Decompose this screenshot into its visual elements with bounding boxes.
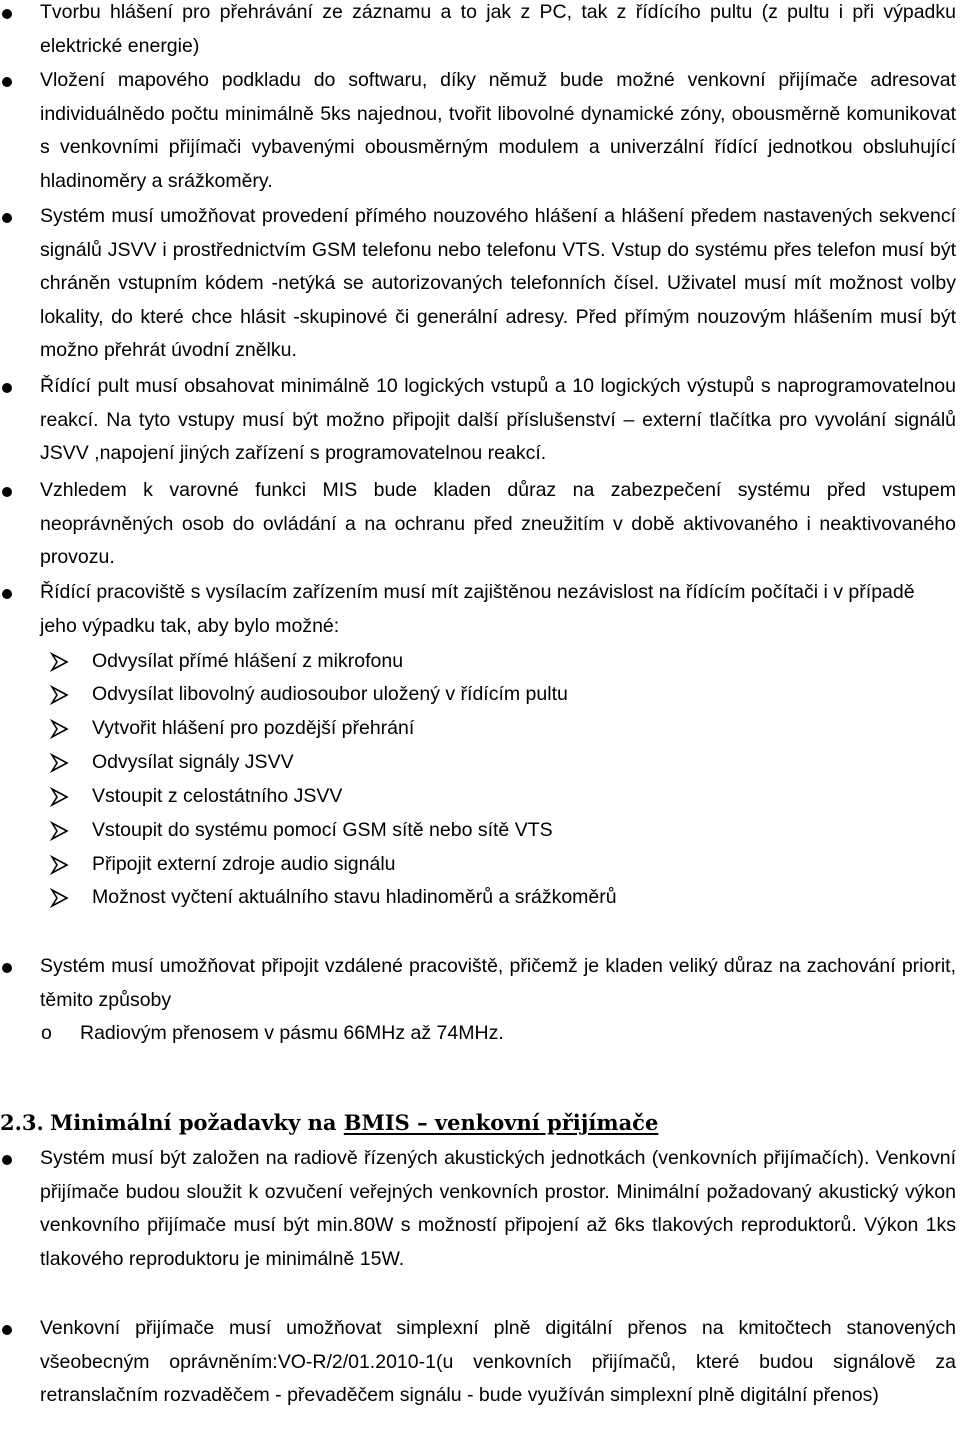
bullet-dot: [2, 77, 12, 87]
sub-item: Vstoupit do systému pomocí GSM sítě nebo sítě VTS: [92, 819, 553, 841]
bullet-dot: [2, 487, 12, 497]
sub-item: Možnost vyčtení aktuálního stavu hladinoměrů a srážkoměrů: [92, 886, 617, 908]
bullet-dot: [2, 1155, 12, 1165]
list-item-map-software: Vložení mapového podkladu do softwaru, díky němuž bude možné venkovní přijímače adresovat individuálnědo počtu minimálně 5ks najednou, tvořit libovolné dynamické zóny, obousměrně komunikovat s venkovními přijímači vybavenými obousměrným modulem a univerzální řídící jednotkou obsluhující hladinoměry a srážkoměry.: [40, 69, 956, 192]
arrow-bullet-icon: [50, 652, 70, 672]
sub-bullet-marker: o: [41, 1022, 52, 1044]
bullet-dot: [2, 383, 12, 393]
list-item-security: Vzhledem k varovné funkci MIS bude kladen důraz na zabezpečení systému před vstupem neoprávněných osob do ovládání a na ochranu před zneužitím v době aktivovaného i neaktivovaného provozu.: [40, 479, 956, 569]
list-item-emergency-announcement: Systém musí umožňovat provedení přímého nouzového hlášení a hlášení předem nastavených sekvencí signálů JSVV i prostřednictvím GSM telefonu nebo telefonu VTS. Vstup do systému přes telefon musí být chráněn vstupním kódem -netýká se autorizovaných telefonních čísel. Uživatel musí mít možnost volby lokality, do které chce hlásit -skupinové či generální adresy. Před přímým nouzovým hlášením musí být možno přehrát úvodní znělku.: [40, 205, 956, 362]
list-item-digital-transmission: Venkovní přijímače musí umožňovat simplexní plně digitální přenos na kmitočtech stanovených všeobecným oprávněním:VO-R/2/01.2010-1(u venkovních přijímačů, které budou signálově za retranslačním rozvaděčem - převaděčem signálu - bude využíván simplexní plně digitální přenos): [40, 1317, 956, 1407]
sub-item: Vytvořit hlášení pro pozdější přehrání: [92, 717, 415, 739]
list-item-control-workplace: Řídící pracoviště s vysílacím zařízením musí mít zajištěnou nezávislost na řídícím počítači i v případě jeho výpadku tak, aby bylo možné:: [40, 581, 915, 637]
arrow-bullet-icon: [50, 719, 70, 739]
section-title-plain: Minimální požadavky na: [50, 1110, 344, 1135]
list-item-remote-workplace: Systém musí umožňovat připojit vzdálené pracoviště, přičemž je kladen veliký důraz na zachování priorit, těmito způsoby: [40, 955, 956, 1011]
list-item-acoustic-units: Systém musí být založen na radiově řízených akustických jednotkách (venkovních přijímačích). Venkovní přijímače budou sloužit k ozvučení veřejných venkovních prostor. Minimální požadovaný akustický výkon venkovního přijímače musí být min.80W s možností připojení až 6ks tlakových reproduktorů. Výkon 1ks tlakového reproduktoru je minimálně 15W.: [40, 1147, 956, 1270]
bullet-dot: [2, 589, 12, 599]
arrow-bullet-icon: [50, 787, 70, 807]
section-heading: [0, 1108, 658, 1138]
sub-item-radio: Radiovým přenosem v pásmu 66MHz až 74MHz.: [80, 1022, 504, 1044]
sub-item: Připojit externí zdroje audio signálu: [92, 853, 396, 875]
list-item-control-panel-io: Řídící pult musí obsahovat minimálně 10 logických vstupů a 10 logických výstupů s naprogramovatelnou reakcí. Na tyto vstupy musí být možno připojit další příslušenství – externí tlačítka pro vyvolání signálů JSVV ,napojení jiných zařízení s programovatelnou reakcí.: [40, 375, 956, 465]
arrow-bullet-icon: [50, 685, 70, 705]
bullet-dot: [2, 963, 12, 973]
sub-item: Odvysílat přímé hlášení z mikrofonu: [92, 650, 404, 672]
bullet-dot: [2, 1325, 12, 1335]
arrow-bullet-icon: [50, 821, 70, 841]
arrow-bullet-icon: [50, 753, 70, 773]
arrow-bullet-icon: [50, 888, 70, 908]
sub-item: Odvysílat signály JSVV: [92, 751, 294, 773]
bullet-dot: [2, 213, 12, 223]
sub-item: Odvysílat libovolný audiosoubor uložený v řídícím pultu: [92, 683, 568, 705]
sub-item: Vstoupit z celostátního JSVV: [92, 785, 343, 807]
list-item-recording: Tvorbu hlášení pro přehrávání ze záznamu a to jak z PC, tak z řídícího pultu (z pultu i při výpadku elektrické energie): [40, 1, 956, 57]
section-title-underlined: BMIS – venkovní přijímače: [343, 1110, 659, 1135]
bullet-dot: [2, 9, 12, 19]
arrow-bullet-icon: [50, 855, 70, 875]
section-number: 2.3.: [0, 1110, 44, 1135]
